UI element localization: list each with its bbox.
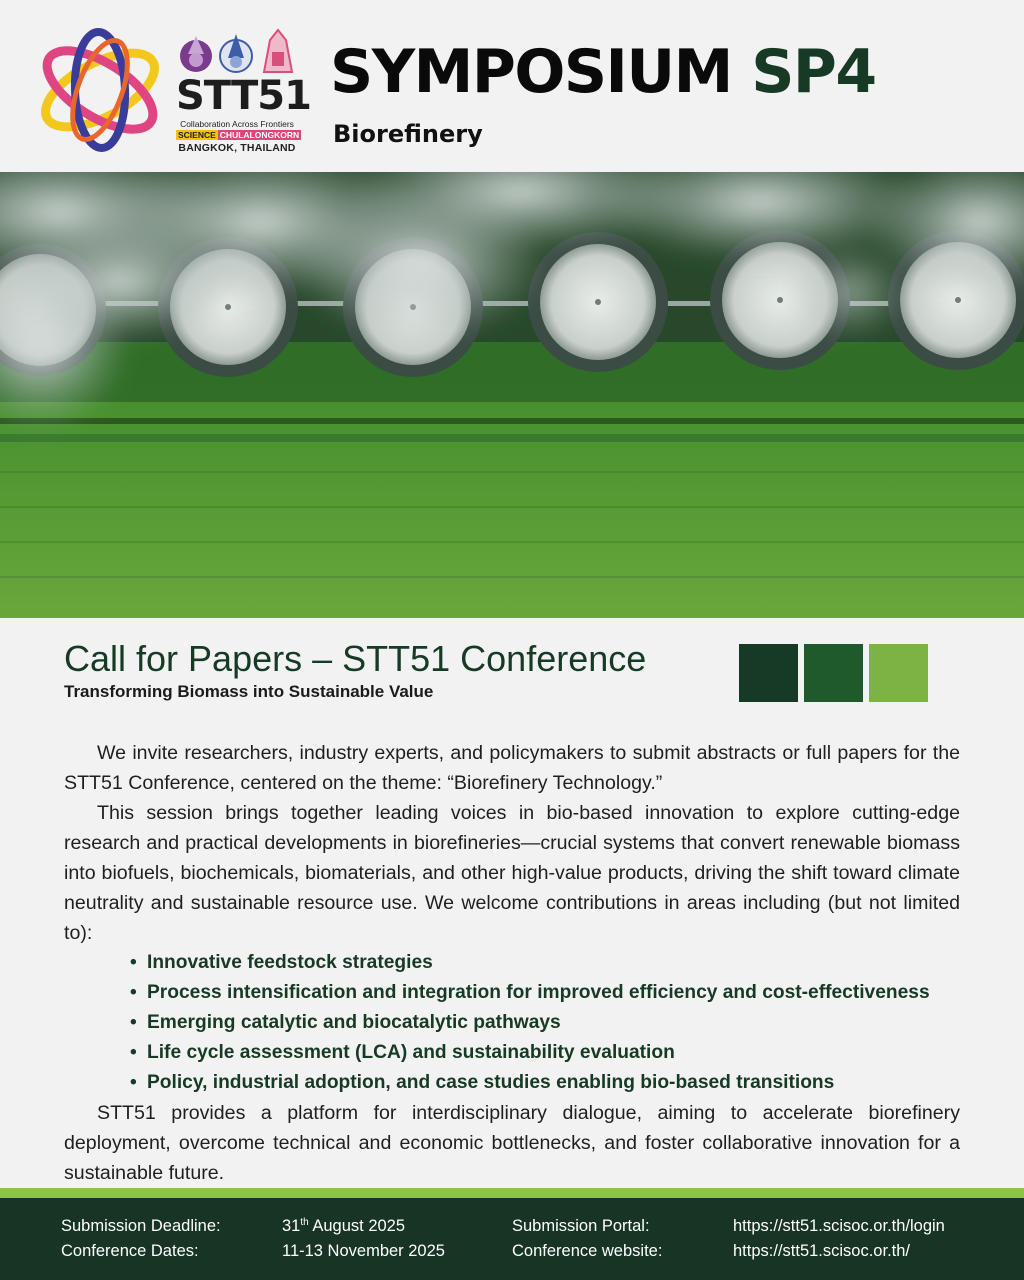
list-item: • Policy, industrial adoption, and case studies enabling bio-based transitions — [130, 1068, 960, 1098]
closing-paragraph: STT51 provides a platform for interdisciplinary dialogue, aiming to accelerate biorefinery deployment, overcome technical and economic bottlenecks, and foster collaborative innovation for a sustainable future. — [64, 1102, 960, 1184]
dates-value: 11-13 November 2025 — [282, 1242, 445, 1260]
portal-link[interactable]: https://stt51.scisoc.or.th/login — [733, 1217, 945, 1235]
stt51-rings-logo-icon — [30, 26, 170, 154]
symposium-code: SP4 — [751, 37, 876, 107]
symposium-subtitle: Biorefinery — [333, 120, 483, 148]
list-item: • Emerging catalytic and biocatalytic pathways — [130, 1008, 960, 1038]
call-for-papers-title: Call for Papers – STT51 Conference — [64, 638, 647, 679]
call-for-papers-subtitle: Transforming Biomass into Sustainable Value — [64, 682, 434, 701]
biogas-digesters-aerial-icon — [0, 172, 1024, 618]
swatch-mid-green — [804, 644, 863, 702]
body-text — [64, 738, 960, 1188]
list-item: • Innovative feedstock strategies — [130, 948, 960, 978]
deadline-rest: August 2025 — [308, 1217, 406, 1235]
website-label: Conference website: — [512, 1242, 663, 1260]
symposium-word: SYMPOSIUM — [330, 37, 732, 107]
session-paragraph: This session brings together leading voices in bio-based innovation to explore cutting-edge research and practical developments in biorefineries—crucial systems that convert renewable biomass into biofuels, biochemicals, biomaterials, and other high-value products, driving the shift toward climate neutrality and sustainable resource use. We welcome contributions in areas including (but not limited to): — [64, 802, 960, 944]
partner-chulalongkorn: CHULALONGKORN — [219, 130, 300, 140]
partner-science: SCIENCE — [178, 130, 216, 140]
logo-name: STT51 — [176, 73, 311, 119]
logo-partners — [176, 130, 298, 141]
institution-crests-icon — [178, 26, 296, 78]
topics-list — [64, 948, 960, 1098]
footer-stripe — [0, 1188, 1024, 1198]
portal-label: Submission Portal: — [512, 1217, 650, 1235]
list-item: • Life cycle assessment (LCA) and sustainability evaluation — [130, 1038, 960, 1068]
logo-city: BANGKOK, THAILAND — [178, 142, 296, 154]
deadline-suffix: th — [300, 1217, 309, 1228]
header — [0, 0, 1024, 172]
deadline-label: Submission Deadline: — [61, 1217, 221, 1235]
swatch-dark-green — [739, 644, 798, 702]
deadline-value — [282, 1214, 405, 1238]
website-link[interactable]: https://stt51.scisoc.or.th/ — [733, 1242, 910, 1260]
deadline-day: 31 — [282, 1217, 301, 1235]
hero-image — [0, 172, 1024, 618]
symposium-title — [330, 30, 1010, 114]
logo-tagline: Collaboration Across Frontiers — [180, 119, 294, 129]
intro-paragraph: We invite researchers, industry experts, and policymakers to submit abstracts or full papers for the STT51 Conference, centered on the theme: “Biorefinery Technology.” — [64, 742, 960, 794]
list-item: • Process intensification and integration for improved efficiency and cost-effectiveness — [130, 978, 960, 1008]
dates-label: Conference Dates: — [61, 1242, 199, 1260]
footer — [0, 1198, 1024, 1280]
swatch-light-green — [869, 644, 928, 702]
